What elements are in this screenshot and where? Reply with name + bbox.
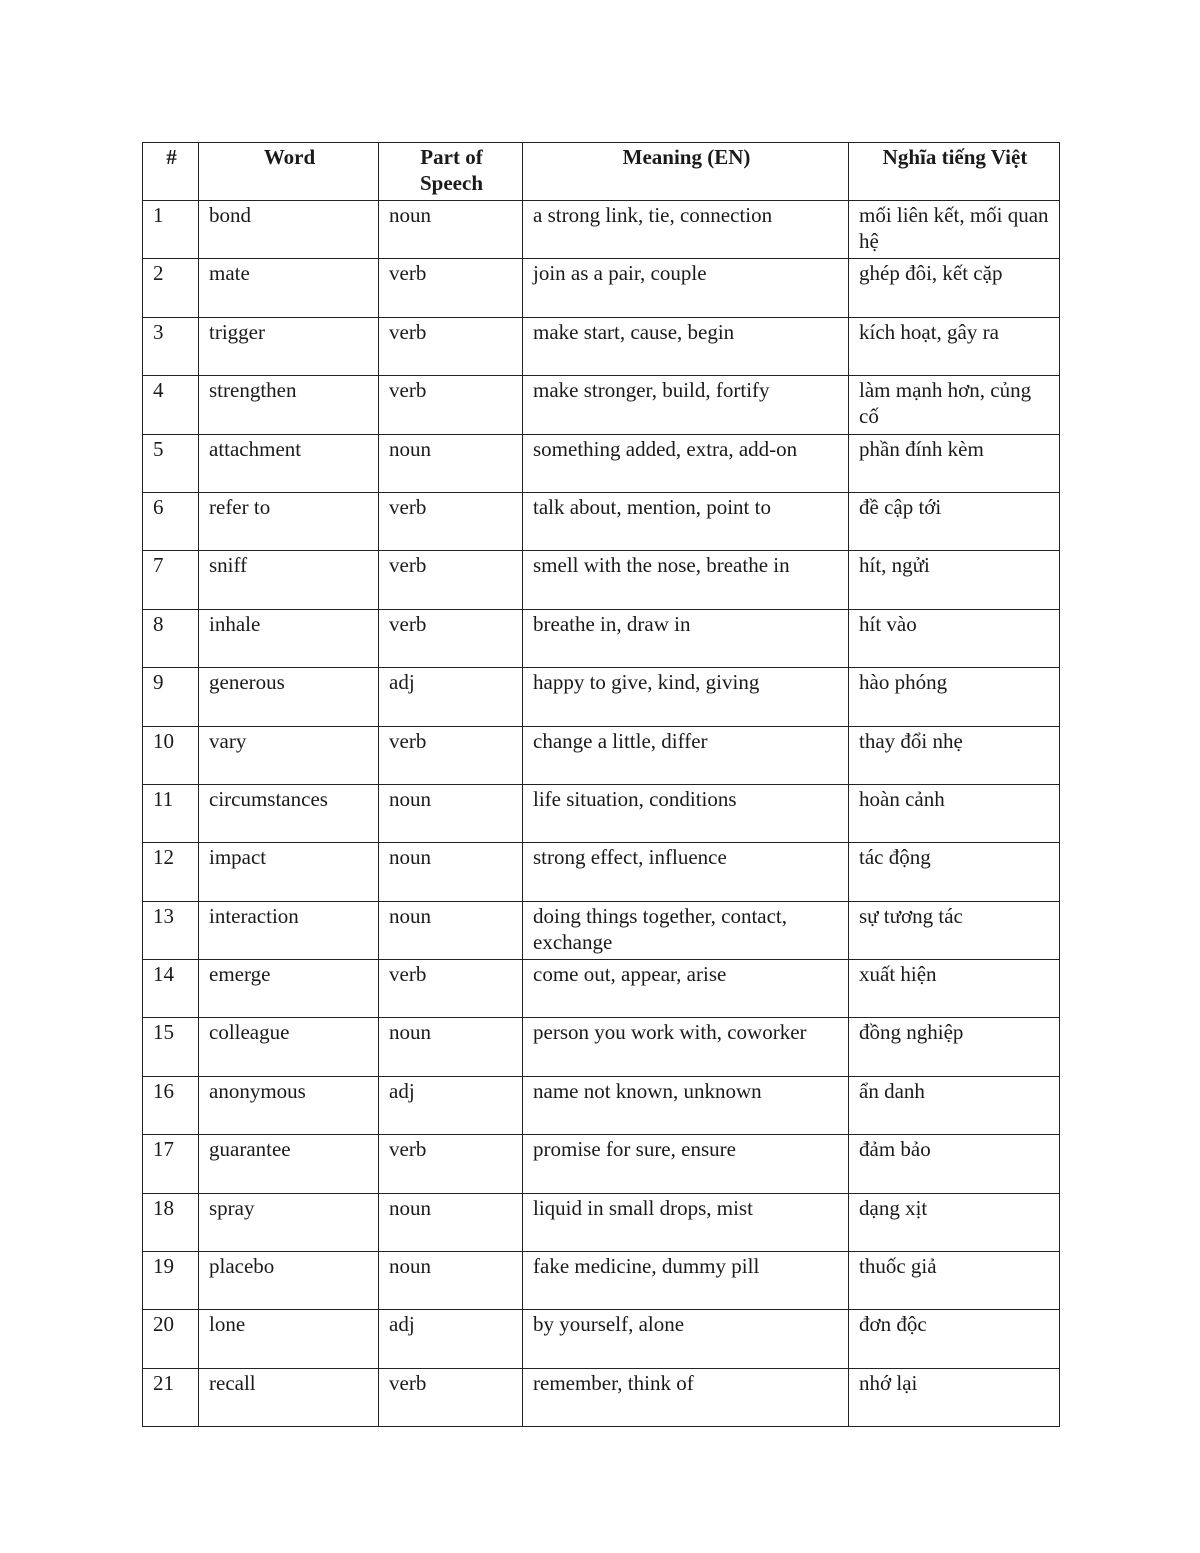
cell-word: guarantee <box>199 1135 379 1193</box>
cell-meaning-vi: đảm bảo <box>849 1135 1060 1193</box>
cell-meaning-vi: phần đính kèm <box>849 434 1060 492</box>
cell-part-of-speech: noun <box>379 434 523 492</box>
cell-word: inhale <box>199 609 379 667</box>
header-part-of-speech: Part of Speech <box>379 143 523 201</box>
cell-meaning-en: remember, think of <box>523 1368 849 1426</box>
cell-meaning-en: happy to give, kind, giving <box>523 668 849 726</box>
cell-number: 8 <box>143 609 199 667</box>
cell-word: circumstances <box>199 784 379 842</box>
cell-word: spray <box>199 1193 379 1251</box>
cell-meaning-en: breathe in, draw in <box>523 609 849 667</box>
table-row <box>143 609 1060 667</box>
cell-meaning-en: strong effect, influence <box>523 843 849 901</box>
cell-meaning-en: something added, extra, add-on <box>523 434 849 492</box>
header-word: Word <box>199 143 379 201</box>
header-meaning-en: Meaning (EN) <box>523 143 849 201</box>
cell-meaning-vi: xuất hiện <box>849 960 1060 1018</box>
cell-part-of-speech: verb <box>379 317 523 375</box>
cell-number: 12 <box>143 843 199 901</box>
cell-number: 11 <box>143 784 199 842</box>
table-row <box>143 492 1060 550</box>
cell-word: interaction <box>199 901 379 959</box>
cell-meaning-vi: hít vào <box>849 609 1060 667</box>
cell-meaning-en: promise for sure, ensure <box>523 1135 849 1193</box>
cell-meaning-en: liquid in small drops, mist <box>523 1193 849 1251</box>
cell-word: recall <box>199 1368 379 1426</box>
cell-number: 18 <box>143 1193 199 1251</box>
cell-meaning-vi: nhớ lại <box>849 1368 1060 1426</box>
table-row <box>143 259 1060 317</box>
cell-word: trigger <box>199 317 379 375</box>
cell-number: 3 <box>143 317 199 375</box>
cell-number: 15 <box>143 1018 199 1076</box>
cell-number: 6 <box>143 492 199 550</box>
cell-number: 2 <box>143 259 199 317</box>
cell-number: 10 <box>143 726 199 784</box>
table-row <box>143 1193 1060 1251</box>
cell-word: impact <box>199 843 379 901</box>
cell-number: 16 <box>143 1076 199 1134</box>
cell-number: 14 <box>143 960 199 1018</box>
cell-meaning-en: join as a pair, couple <box>523 259 849 317</box>
cell-word: attachment <box>199 434 379 492</box>
cell-word: placebo <box>199 1252 379 1310</box>
cell-word: bond <box>199 201 379 259</box>
header-number: # <box>143 143 199 201</box>
table-row <box>143 551 1060 609</box>
cell-meaning-vi: hít, ngửi <box>849 551 1060 609</box>
cell-meaning-vi: sự tương tác <box>849 901 1060 959</box>
cell-part-of-speech: noun <box>379 201 523 259</box>
cell-meaning-vi: hào phóng <box>849 668 1060 726</box>
table-row <box>143 1135 1060 1193</box>
cell-meaning-en: make start, cause, begin <box>523 317 849 375</box>
table-row <box>143 434 1060 492</box>
cell-meaning-vi: dạng xịt <box>849 1193 1060 1251</box>
cell-meaning-vi: ẩn danh <box>849 1076 1060 1134</box>
cell-word: generous <box>199 668 379 726</box>
table-header <box>143 143 1060 201</box>
cell-meaning-en: make stronger, build, fortify <box>523 376 849 434</box>
cell-part-of-speech: verb <box>379 726 523 784</box>
cell-meaning-vi: thay đổi nhẹ <box>849 726 1060 784</box>
cell-meaning-vi: đồng nghiệp <box>849 1018 1060 1076</box>
cell-word: sniff <box>199 551 379 609</box>
cell-meaning-vi: thuốc giả <box>849 1252 1060 1310</box>
cell-word: mate <box>199 259 379 317</box>
cell-number: 13 <box>143 901 199 959</box>
cell-meaning-en: fake medicine, dummy pill <box>523 1252 849 1310</box>
cell-word: strengthen <box>199 376 379 434</box>
cell-meaning-en: doing things together, contact, exchange <box>523 901 849 959</box>
table-row <box>143 960 1060 1018</box>
cell-meaning-vi: ghép đôi, kết cặp <box>849 259 1060 317</box>
cell-word: lone <box>199 1310 379 1368</box>
table-row <box>143 376 1060 434</box>
cell-part-of-speech: adj <box>379 1076 523 1134</box>
cell-meaning-en: life situation, conditions <box>523 784 849 842</box>
cell-word: refer to <box>199 492 379 550</box>
cell-number: 19 <box>143 1252 199 1310</box>
cell-number: 20 <box>143 1310 199 1368</box>
table-row <box>143 726 1060 784</box>
cell-number: 5 <box>143 434 199 492</box>
table-row <box>143 668 1060 726</box>
table-row <box>143 901 1060 959</box>
cell-meaning-vi: đơn độc <box>849 1310 1060 1368</box>
cell-part-of-speech: verb <box>379 1368 523 1426</box>
cell-part-of-speech: verb <box>379 376 523 434</box>
cell-part-of-speech: verb <box>379 1135 523 1193</box>
cell-number: 21 <box>143 1368 199 1426</box>
cell-part-of-speech: adj <box>379 668 523 726</box>
cell-meaning-en: a strong link, tie, connection <box>523 201 849 259</box>
cell-part-of-speech: verb <box>379 492 523 550</box>
cell-meaning-en: talk about, mention, point to <box>523 492 849 550</box>
cell-number: 17 <box>143 1135 199 1193</box>
cell-part-of-speech: noun <box>379 1252 523 1310</box>
cell-part-of-speech: noun <box>379 843 523 901</box>
cell-part-of-speech: verb <box>379 609 523 667</box>
cell-part-of-speech: noun <box>379 784 523 842</box>
header-meaning-vi: Nghĩa tiếng Việt <box>849 143 1060 201</box>
cell-meaning-en: person you work with, coworker <box>523 1018 849 1076</box>
cell-meaning-vi: làm mạnh hơn, củng cố <box>849 376 1060 434</box>
cell-word: vary <box>199 726 379 784</box>
table-row <box>143 843 1060 901</box>
cell-part-of-speech: verb <box>379 259 523 317</box>
cell-part-of-speech: noun <box>379 1193 523 1251</box>
cell-meaning-vi: đề cập tới <box>849 492 1060 550</box>
cell-meaning-vi: hoàn cảnh <box>849 784 1060 842</box>
cell-part-of-speech: noun <box>379 901 523 959</box>
table-row <box>143 1252 1060 1310</box>
header-row <box>143 143 1060 201</box>
table-body <box>143 201 1060 1427</box>
cell-part-of-speech: noun <box>379 1018 523 1076</box>
cell-part-of-speech: verb <box>379 551 523 609</box>
table-row <box>143 317 1060 375</box>
cell-meaning-en: smell with the nose, breathe in <box>523 551 849 609</box>
cell-meaning-vi: tác động <box>849 843 1060 901</box>
cell-number: 9 <box>143 668 199 726</box>
cell-meaning-vi: kích hoạt, gây ra <box>849 317 1060 375</box>
cell-number: 7 <box>143 551 199 609</box>
cell-number: 4 <box>143 376 199 434</box>
table-row <box>143 1368 1060 1426</box>
cell-word: anonymous <box>199 1076 379 1134</box>
cell-meaning-en: name not known, unknown <box>523 1076 849 1134</box>
table-row <box>143 1310 1060 1368</box>
cell-part-of-speech: adj <box>379 1310 523 1368</box>
table-row <box>143 1018 1060 1076</box>
cell-part-of-speech: verb <box>379 960 523 1018</box>
cell-meaning-vi: mối liên kết, mối quan hệ <box>849 201 1060 259</box>
cell-meaning-en: change a little, differ <box>523 726 849 784</box>
cell-number: 1 <box>143 201 199 259</box>
vocabulary-table <box>142 142 1060 1427</box>
cell-meaning-en: by yourself, alone <box>523 1310 849 1368</box>
cell-meaning-en: come out, appear, arise <box>523 960 849 1018</box>
table-row <box>143 201 1060 259</box>
cell-word: emerge <box>199 960 379 1018</box>
cell-word: colleague <box>199 1018 379 1076</box>
table-row <box>143 1076 1060 1134</box>
table-row <box>143 784 1060 842</box>
